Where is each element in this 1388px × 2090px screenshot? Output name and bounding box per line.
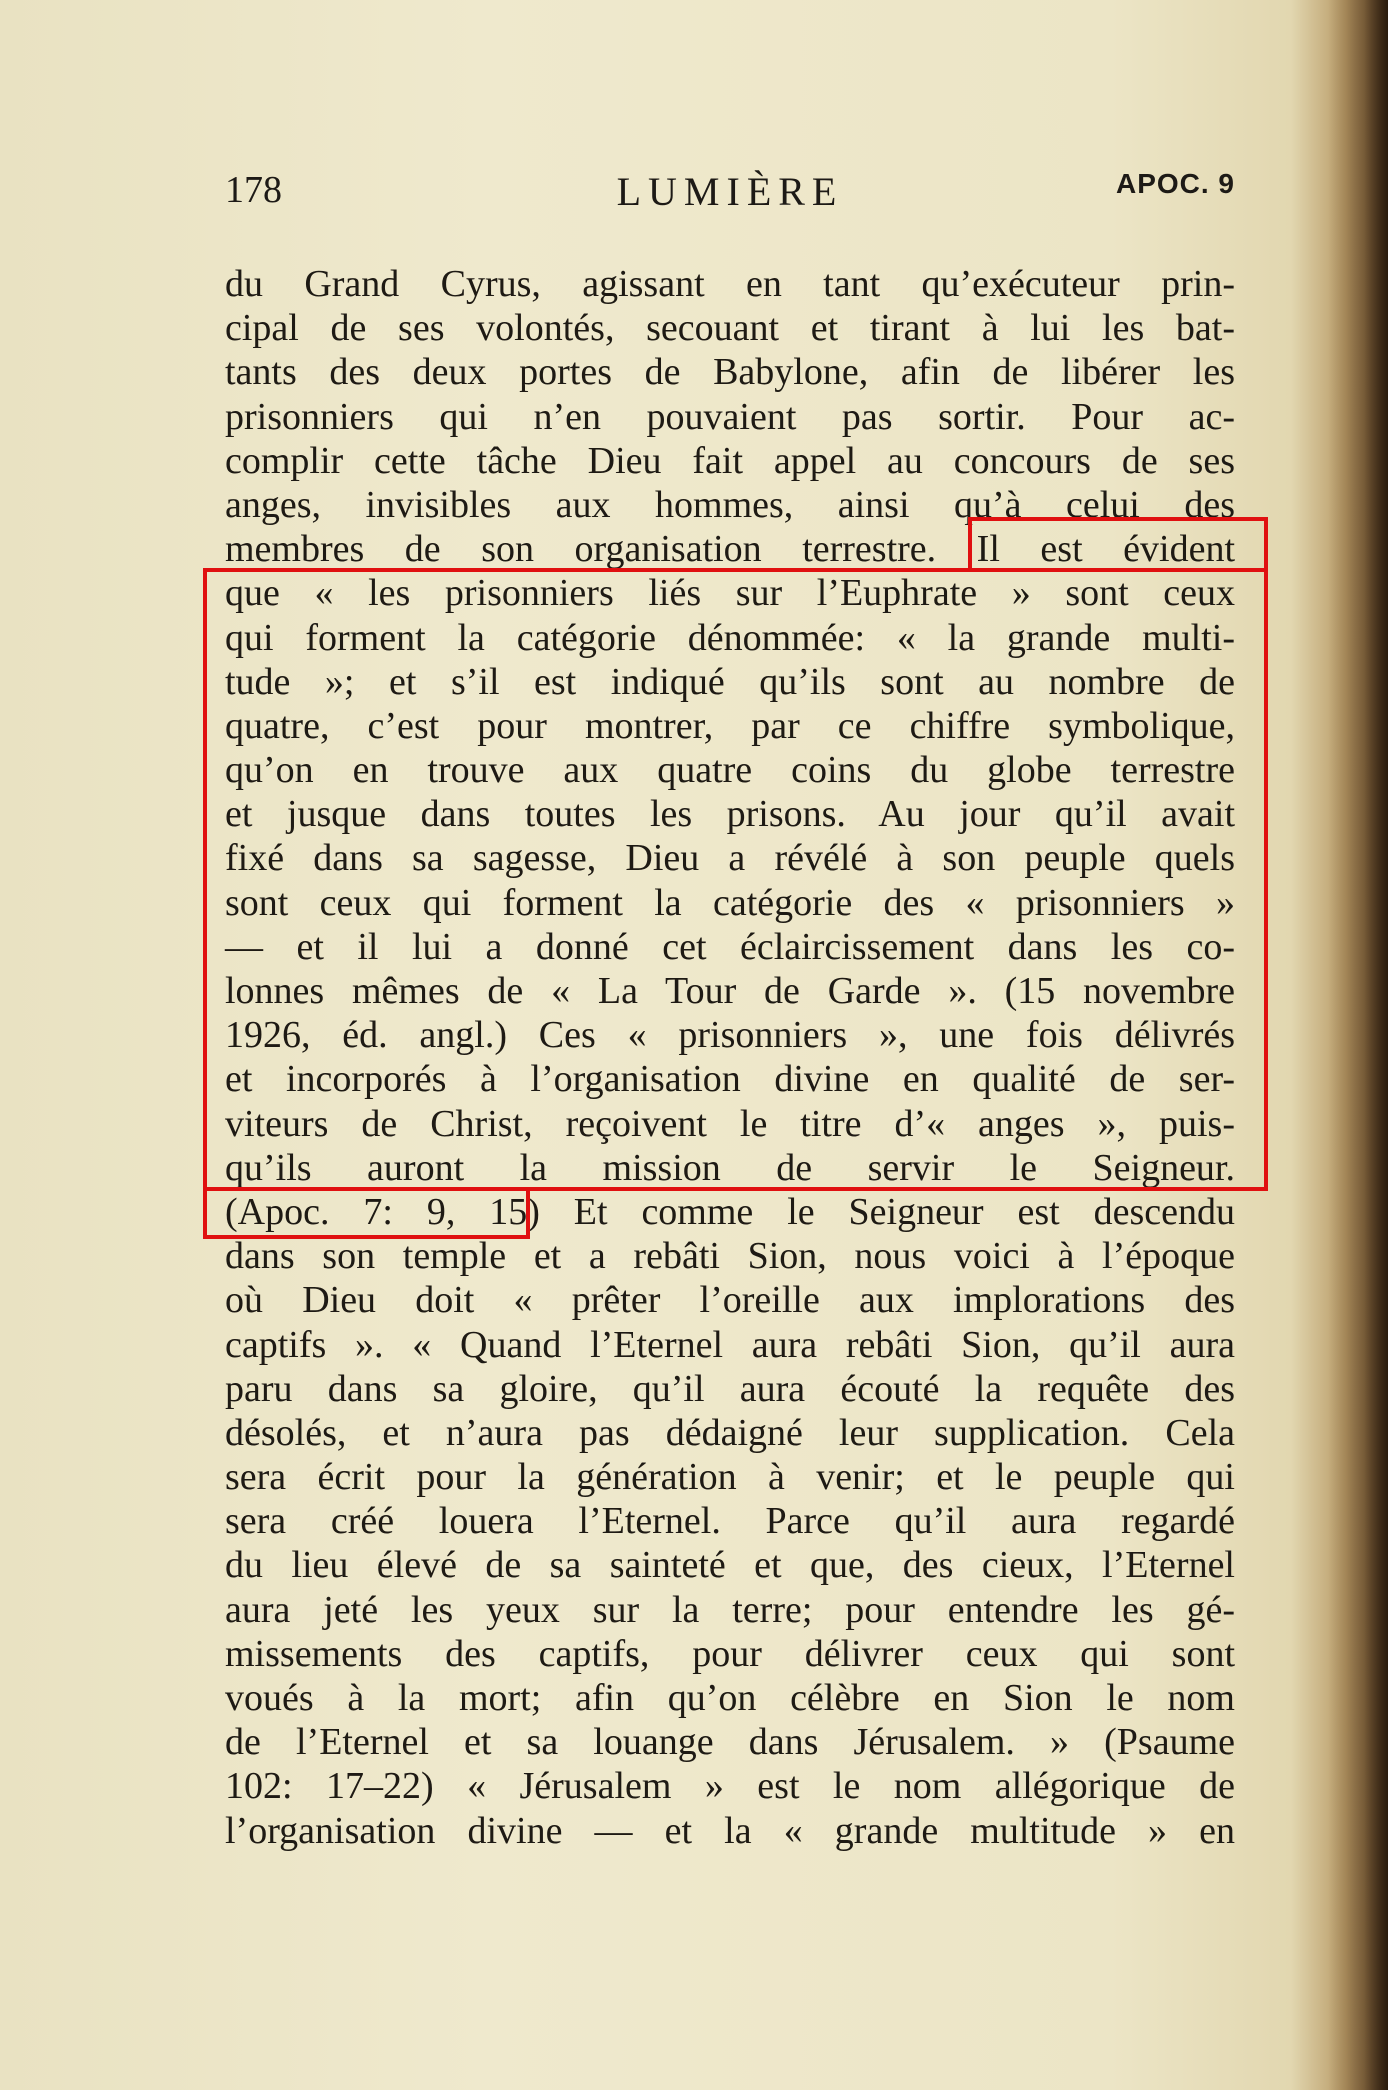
text-line: paru dans sa gloire, qu’il aura écouté la requête des [225,1367,1235,1410]
text-line: l’organisation divine — et la « grande multitude » en [225,1809,1235,1852]
chapter-reference: APOC. 9 [1115,168,1235,199]
text-line: viteurs de Christ, reçoivent le titre d’« anges », puis- [225,1102,1235,1145]
running-title: LUMIÈRE [616,169,844,214]
text-line: tants des deux portes de Babylone, afin de libérer les [225,351,1235,394]
text-line: quatre, c’est pour montrer, par ce chiffre symbolique, [225,704,1235,747]
text-line: qu’on en trouve aux quatre coins du globe terrestre [225,749,1235,792]
text-line: et jusque dans toutes les prisons. Au jour qu’il avait [225,793,1235,836]
text-line: 1926, éd. angl.) Ces « prisonniers », une fois délivrés [225,1014,1235,1057]
text-line: de l’Eternel et sa louange dans Jérusalem. » (Psaume [225,1721,1235,1764]
text-line: sera écrit pour la génération à venir; et le peuple qui [225,1456,1235,1499]
text-line: que « les prisonniers liés sur l’Euphrate » sont ceux [225,572,1235,615]
text-line: fixé dans sa sagesse, Dieu a révélé à son peuple quels [225,837,1235,880]
text-line: du Grand Cyrus, agissant en tant qu’exécuteur prin- [225,263,1235,305]
text-line: dans son temple et a rebâti Sion, nous voici à l’époque [225,1235,1235,1278]
text-line: qui forment la catégorie dénommée: « la grande multi- [225,616,1235,659]
text-line: voués à la mort; afin qu’on célèbre en Sion le nom [225,1677,1235,1719]
text-line: membres de son organisation terrestre. Il est évident [225,528,1235,571]
text-line: anges, invisibles aux hommes, ainsi qu’à celui des [225,483,1235,526]
text-line: missements des captifs, pour délivrer ceux qui sont [225,1632,1235,1675]
text-line: où Dieu doit « prêter l’oreille aux implorations des [225,1279,1235,1322]
text-line: cipal de ses volontés, secouant et tirant à lui les bat- [225,307,1235,350]
text-line: aura jeté les yeux sur la terre; pour entendre les gé- [225,1588,1235,1631]
highlight-box-bottom [203,1187,530,1239]
text-line: — et il lui a donné cet éclaircissement dans les co- [225,925,1235,968]
text-line: sont ceux qui forment la catégorie des « prisonniers » [225,881,1235,924]
text-line: complir cette tâche Dieu fait appel au concours de ses [225,439,1235,482]
text-line: et incorporés à l’organisation divine en qualité de ser- [225,1058,1235,1101]
highlight-box-main [203,568,1268,1191]
highlight-box-top [968,517,1268,572]
text-line: captifs ». « Quand l’Eternel aura rebâti Sion, qu’il aura [225,1323,1235,1366]
text-line: qu’ils auront la mission de servir le Seigneur. [225,1146,1235,1189]
text-line: (Apoc. 7: 9, 15) Et comme le Seigneur est descendu [225,1190,1235,1233]
text-line: tude »; et s’il est indiqué qu’ils sont au nombre de [225,660,1235,703]
text-line: sera créé louera l’Eternel. Parce qu’il aura regardé [225,1500,1235,1543]
text-line: 102: 17–22) « Jérusalem » est le nom allégorique de [225,1765,1235,1808]
page-number: 178 [225,169,282,211]
text-line: du lieu élevé de sa sainteté et que, des cieux, l’Eternel [225,1544,1235,1587]
page-header [225,168,1235,228]
text-line: prisonniers qui n’en pouvaient pas sortir. Pour ac- [225,395,1235,438]
text-line: lonnes mêmes de « La Tour de Garde ». (15 novembre [225,970,1235,1012]
text-line: désolés, et n’aura pas dédaigné leur supplication. Cela [225,1411,1235,1454]
